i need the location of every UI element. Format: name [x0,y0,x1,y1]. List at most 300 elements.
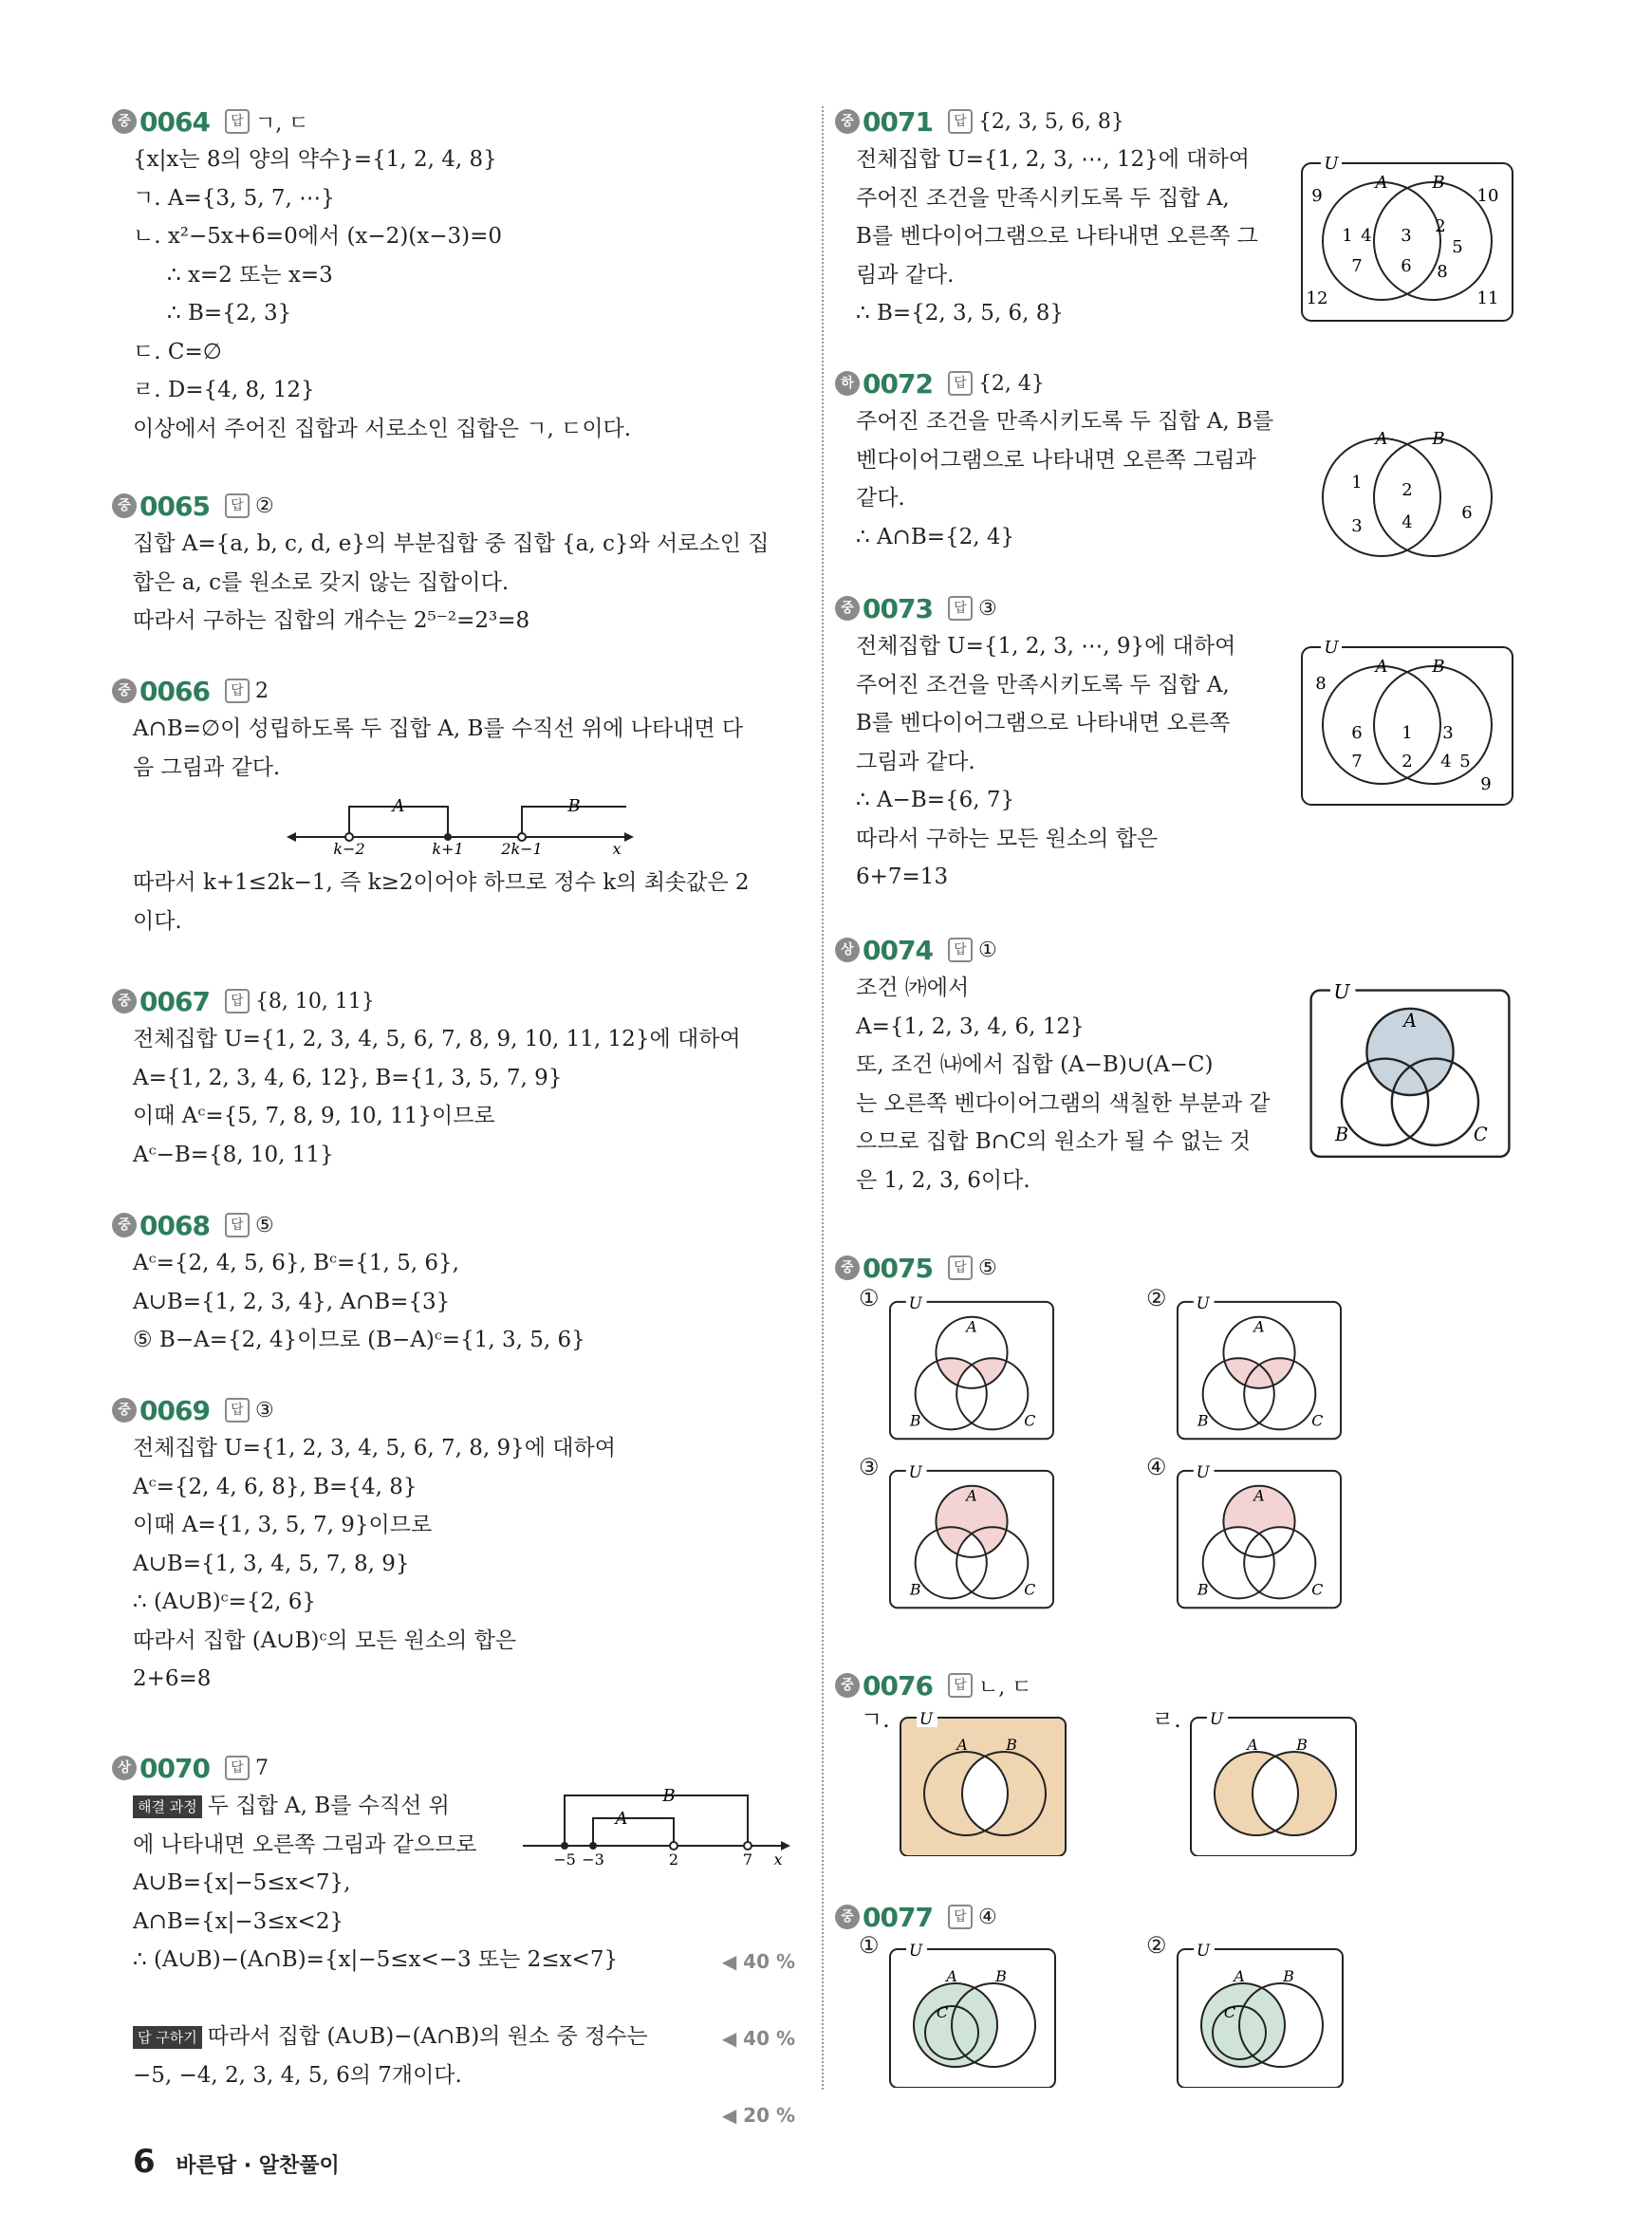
element-number: 12 [1306,288,1328,308]
tick-label: k−2 [333,840,365,854]
venn-group [1191,1710,1356,1856]
problem-number: 0070 [139,1752,210,1784]
answer-tag: 답 구하기 [133,2026,202,2049]
problem-0069 [112,1391,795,1699]
element-number: 6 [1351,723,1363,743]
axis-arrow-right [624,832,634,842]
problem-header [835,102,1537,140]
point-m3 [589,1842,597,1850]
difficulty-badge: 중 [112,989,137,1014]
solution-line [112,902,795,941]
venn-group [1311,981,1510,1157]
label-c: C [1311,1411,1324,1430]
solution-text: 집합 A={a, b, c, d, e}의 부분집합 중 집합 {a, c}와 서로소인 집 [133,531,770,556]
element-number: 1 [1342,226,1353,246]
solution-text: A={1, 2, 3, 4, 6, 12}, B={1, 3, 5, 7, 9} [133,1065,563,1090]
tick-label: −5 [553,1850,576,1869]
solution-text: A∪B={1, 3, 4, 5, 7, 8, 9} [133,1551,410,1576]
difficulty-badge: 중 [835,109,860,134]
solution-text: ∴ A−B={6, 7} [856,788,1015,812]
solution-line [112,602,795,641]
problem-0077 [835,1898,1537,1936]
solution-text: 따라서 k+1≤2k−1, 즉 k≥2이어야 하므로 정수 k의 최솟값은 2 [133,870,750,895]
label-u: U [908,1294,922,1312]
difficulty-badge: 중 [112,1398,137,1423]
solution-text: 에 나타내면 오른쪽 그림과 같으므로 [133,1832,477,1857]
label-c: C [1024,1411,1036,1430]
difficulty-badge: 중 [112,493,137,518]
solution-text: −5, −4, 2, 3, 4, 5, 6의 7개이다. [133,2062,462,2088]
solution-text: ㄴ. x²−5x+6=0에서 (x−2)(x−3)=0 [133,224,503,249]
element-number: 4 [1361,226,1372,246]
problem-0076 [835,1666,1537,1704]
solution-text: 이때 Aᶜ={5, 7, 8, 9, 10, 11}이므로 [133,1104,495,1128]
axis-arrow [781,1841,790,1850]
problem-number: 0075 [863,1252,933,1284]
label-u: U [919,1710,934,1729]
solution-line [112,1622,795,1661]
venn-0077-1 [887,1942,1058,2088]
problem-header [112,1749,795,1787]
tick-label: 2 [668,1850,679,1869]
answer-icon: 답 [225,109,250,134]
point-7 [744,1842,752,1850]
solution-text: ㄱ. A={3, 5, 7, ⋯} [133,185,335,211]
element-number: 3 [1351,516,1363,536]
answer-icon: 답 [225,493,250,518]
problem-header [112,102,795,140]
choice-1: ① [859,1285,880,1311]
tick-label: x [612,840,622,854]
solution-line [112,1244,795,1283]
element-number: 3 [1442,723,1454,743]
problem-header [835,364,1537,402]
choice-rieul: ㄹ. [1152,1706,1181,1733]
solution-line [112,294,795,333]
problem-0064 [112,102,795,448]
solution-text: 따라서 집합 (A∪B)ᶜ의 모든 원소의 합은 [133,1627,517,1653]
label-a: A [966,1317,977,1336]
solution-text: {x|x는 8의 양의 약수}={1, 2, 4, 8} [133,147,497,172]
solution-text: 전체집합 U={1, 2, 3, ⋯, 9}에 대하여 [856,634,1236,659]
answer-icon: 답 [948,938,973,962]
solution-text: 는 오른쪽 벤다이어그램의 색칠한 부분과 같 [856,1090,1271,1116]
solution-line [112,1020,795,1059]
solution-text: A={1, 2, 3, 4, 6, 12} [856,1014,1085,1039]
solution-text: ∴ B={2, 3} [167,301,292,325]
label-a: A [1375,429,1388,449]
answer-value: ③ [977,596,997,621]
solution-line [112,1903,795,1942]
solution-text: ∴ A∩B={2, 4} [856,524,1015,549]
element-number: 6 [1401,256,1412,276]
set-a-bracket [593,1818,674,1846]
answer-value: ㄱ, ㄷ [254,111,309,136]
solution-line [112,333,795,372]
venn-group [1178,1294,1341,1439]
solution-text: 조건 ㈎에서 [856,976,970,1000]
element-number: 8 [1437,262,1448,282]
solution-line [112,140,795,179]
solution-line [112,179,795,218]
problem-number: 0065 [139,490,210,522]
solution-line [112,1321,795,1360]
venn-group [890,1463,1053,1608]
solution-text: ∴ x=2 또는 x=3 [167,262,333,288]
element-number: 9 [1480,774,1492,794]
answer-value: 2 [254,679,269,703]
solution-line [112,525,795,564]
answer-icon: 답 [225,1398,250,1423]
solution-text: 벤다이어그램으로 나타내면 오른쪽 그림과 [856,447,1256,473]
label-c: C [936,2003,949,2021]
solution-line [112,2018,795,2056]
solution-text: 으므로 집합 B∩C의 원소가 될 수 없는 것 [856,1129,1252,1154]
column-divider [822,106,824,2090]
problem-number: 0073 [863,592,933,624]
page-number: 6 [133,2143,156,2181]
solution-line [112,710,795,749]
label-c: C [1223,2003,1236,2021]
label-b: B [567,796,581,816]
solution-text: 이다. [133,908,182,934]
solution-text: B를 벤다이어그램으로 나타내면 오른쪽 [856,711,1231,735]
element-number: 4 [1401,512,1413,532]
problem-header [835,1666,1537,1704]
label-b: B [1432,429,1445,449]
label-u: U [908,1463,922,1481]
solution-text: A∩B={x|−3≤x<2} [133,1908,344,1934]
answer-value: {2, 3, 5, 6, 8} [977,109,1124,134]
answer-icon: 답 [948,109,973,134]
answer-icon: 답 [225,1213,250,1237]
problem-header [112,672,795,710]
venn-group [1178,1463,1341,1608]
problem-number: 0074 [863,934,933,966]
axis-arrow-left [287,832,296,842]
solution-line [112,1660,795,1699]
label-a: A [1375,173,1388,193]
venn-0076-g [898,1710,1068,1856]
problem-number: 0071 [863,105,933,138]
score-percent: ◀ 40 % [721,2027,795,2050]
choice-3: ③ [859,1454,880,1480]
circle-b [1374,438,1492,556]
element-number: 3 [1401,226,1412,246]
solution-text: 그림과 같다. [856,749,975,774]
difficulty-badge: 중 [112,109,137,134]
answer-value: {8, 10, 11} [254,989,375,1014]
element-number: 9 [1311,186,1323,206]
score-percent: ◀ 20 % [721,2104,795,2127]
label-u: U [1209,1710,1224,1729]
solution-text: 따라서 구하는 모든 원소의 합은 [856,826,1159,851]
answer-icon: 답 [225,1756,250,1780]
label-c: C [1474,1124,1488,1145]
venn-0075-4 [1175,1463,1344,1609]
answer-value: ① [977,938,997,962]
venn-0074 [1308,981,1513,1162]
solve-tag: 해결 과정 [133,1795,202,1818]
solution-text: 따라서 집합 (A∪B)−(A∩B)의 원소 중 정수는 [207,2024,648,2049]
problem-number: 0067 [139,985,210,1017]
page-footer [133,2143,340,2181]
element-number: 6 [1461,503,1473,523]
answer-icon: 답 [948,371,973,396]
point-m5 [561,1842,568,1850]
solution-text: A∪B={x|−5≤x<7}, [133,1870,351,1895]
solution-line [112,256,795,295]
solution-line [112,564,795,603]
venn-group [900,1710,1066,1856]
solution-text: ㄷ. C=∅ [133,339,222,364]
solution-line [112,371,795,410]
solution-line [112,1097,795,1136]
difficulty-badge: 상 [112,1756,137,1780]
solution-line [112,2056,795,2095]
label-u: U [1324,154,1339,174]
problem-0065 [112,487,795,641]
problem-header [112,982,795,1020]
label-a: A [946,1967,957,1985]
solution-text: ㄹ. D={4, 8, 12} [133,378,315,402]
label-a: A [966,1486,977,1505]
solution-text: 음 그림과 같다. [133,754,281,780]
problem-0075 [835,1249,1537,1287]
label-a: A [1403,1010,1417,1032]
label-u: U [1333,981,1350,1003]
solution-text: 이상에서 주어진 집합과 서로소인 집합은 ㄱ, ㄷ이다. [133,416,632,441]
problem-header [835,589,1537,627]
solution-line [112,864,795,902]
solution-line [112,1583,795,1622]
venn-0075-2 [1175,1294,1344,1441]
difficulty-badge: 중 [835,1673,860,1698]
label-b: B [1006,1736,1017,1754]
label-u: U [1196,1463,1210,1481]
tick-label: 2k−1 [501,840,543,854]
difficulty-badge: 중 [835,1905,860,1929]
problem-header [112,1206,795,1244]
label-b: B [1197,1580,1209,1599]
problem-number: 0077 [863,1901,933,1933]
problem-header [835,1249,1537,1287]
solution-text: ⑤ B−A={2, 4}이므로 (B−A)ᶜ={1, 3, 5, 6} [133,1328,585,1352]
element-number: 8 [1315,674,1327,694]
choice-2: ② [1146,1932,1167,1959]
difficulty-badge: 상 [835,938,860,962]
element-number: 2 [1401,480,1413,500]
venn-0075-1 [887,1294,1056,1441]
venn-group [890,1294,1053,1439]
label-u: U [908,1942,923,1961]
label-a: A [615,1809,628,1829]
answer-value: ② [254,493,274,518]
label-b: B [1334,1124,1349,1145]
solution-line [112,1429,795,1468]
choice-giyeok: ㄱ. [861,1706,890,1733]
label-u: U [1324,638,1339,658]
difficulty-badge: 중 [835,596,860,621]
problem-number: 0064 [139,105,210,138]
number-line-0070 [517,1784,792,1869]
problem-0068 [112,1206,795,1360]
label-b: B [1283,1967,1294,1985]
answer-value: ㄴ, ㄷ [977,1675,1032,1700]
answer-icon: 답 [948,596,973,621]
label-a: A [1234,1967,1245,1985]
choice-2: ② [1146,1285,1167,1311]
solution-text: Aᶜ={2, 4, 6, 8}, B={4, 8} [133,1474,418,1499]
problem-number: 0072 [863,367,933,400]
circle-a [1323,438,1440,556]
element-number: 7 [1351,256,1363,276]
choice-1: ① [859,1932,880,1959]
solution-text: 은 1, 2, 3, 6이다. [856,1167,1030,1193]
problem-header [112,487,795,525]
solution-line [112,1136,795,1175]
difficulty-badge: 중 [112,679,137,703]
label-a: A [392,796,405,816]
answer-value: {2, 4} [977,371,1045,396]
solution-line [112,1283,795,1322]
number-line-0066 [285,778,636,854]
venn-venn71 [1298,154,1516,325]
tick-label: 7 [742,1850,753,1869]
answer-value: ④ [977,1905,997,1929]
difficulty-badge: 중 [112,1213,137,1237]
venn-0075-3 [887,1463,1056,1609]
solution-line [835,820,1537,859]
label-a: A [1253,1317,1265,1336]
difficulty-badge: 하 [835,371,860,396]
element-number: 1 [1351,473,1363,493]
solution-line [112,410,795,449]
solution-line [112,1468,795,1507]
tick-label: x [773,1850,783,1869]
solution-line [112,1059,795,1098]
label-b: B [662,1786,676,1806]
choice-4: ④ [1146,1454,1167,1480]
venn-group [890,1942,1055,2088]
difficulty-badge: 중 [835,1255,860,1280]
solution-line [112,1941,795,1980]
label-a: A [1375,657,1388,677]
label-b: B [909,1580,921,1599]
solution-line [112,1506,795,1545]
element-number: 10 [1476,186,1499,206]
element-number: 11 [1476,288,1499,308]
solution-text: ∴ B={2, 3, 5, 6, 8} [856,301,1065,325]
answer-value: ③ [254,1398,274,1423]
solution-line [112,217,795,256]
answer-icon: 답 [225,989,250,1014]
solution-text: 주어진 조건을 만족시키도록 두 집합 A, [856,185,1230,211]
book-title: 바른답 · 알찬풀이 [176,2154,340,2178]
tick-label: −3 [582,1850,604,1869]
tick-label: k+1 [432,840,464,854]
element-number: 5 [1452,237,1463,257]
label-b: B [1432,657,1445,677]
solution-text: 이때 A={1, 3, 5, 7, 9}이므로 [133,1513,433,1537]
solution-text: ∴ (A∪B)ᶜ={2, 6} [133,1590,317,1614]
label-u: U [1196,1294,1210,1312]
score-percent: ◀ 40 % [721,1950,795,1973]
problem-0067 [112,982,795,1174]
label-c: C [1024,1580,1036,1599]
element-number: 1 [1401,723,1413,743]
problem-number: 0066 [139,675,210,707]
label-a: A [1247,1736,1258,1754]
element-number: 2 [1435,216,1446,236]
solution-text: 같다. [856,486,905,511]
label-u: U [1196,1942,1211,1961]
solution-text: 합은 a, c를 원소로 갖지 않는 집합이다. [133,569,510,595]
solution-text: A∩B=∅이 성립하도록 두 집합 A, B를 수직선 위에 나타내면 다 [133,716,744,741]
solution-text: 전체집합 U={1, 2, 3, 4, 5, 6, 7, 8, 9, 10, 11, 12}에 대하여 [133,1027,741,1051]
solution-text: 림과 같다. [856,262,955,288]
label-b: B [909,1411,921,1430]
solution-text: 2+6=8 [133,1666,212,1691]
problem-number: 0076 [863,1669,933,1702]
answer-icon: 답 [948,1673,973,1698]
answer-value: 7 [254,1756,269,1780]
answer-value: ⑤ [254,1213,274,1237]
solution-text: ∴ (A∪B)−(A∩B)={x|−5≤x<−3 또는 2≤x<7} [133,1947,619,1972]
venn-venn73 [1298,638,1516,809]
solution-line [112,1545,795,1584]
solution-text: 주어진 조건을 만족시키도록 두 집합 A, [856,672,1230,697]
label-b: B [1296,1736,1308,1754]
problem-number: 0068 [139,1209,210,1241]
solution-line [112,1864,795,1903]
solution-text: Aᶜ−B={8, 10, 11} [133,1142,334,1167]
venn-venn72 [1298,410,1516,581]
solution-text: 또, 조건 ㈏에서 집합 (A−B)∪(A−C) [856,1052,1214,1077]
solution-text: B를 벤다이어그램으로 나타내면 오른쪽 그 [856,224,1258,249]
venn-0076-r [1188,1710,1359,1856]
set-b-bracket [565,1795,748,1846]
point-2 [670,1842,678,1850]
label-b: B [995,1967,1007,1985]
venn-0077-2 [1175,1942,1346,2088]
element-number: 7 [1351,752,1363,772]
solution-line [835,1162,1537,1200]
solution-text: 주어진 조건을 만족시키도록 두 집합 A, B를 [856,409,1274,434]
solution-text: 따라서 구하는 집합의 개수는 2⁵⁻²=2³=8 [133,608,530,633]
element-number: 4 [1440,752,1452,772]
label-b: B [1432,173,1445,193]
solution-line [112,1980,795,2018]
problem-header [835,1898,1537,1936]
label-c: C [1311,1580,1324,1599]
label-a: A [956,1736,968,1754]
solution-text: 두 집합 A, B를 수직선 위 [207,1794,450,1818]
element-number: 5 [1459,752,1471,772]
solution-text: 6+7=13 [856,865,949,889]
solution-text: A∪B={1, 2, 3, 4}, A∩B={3} [133,1289,451,1314]
problem-header [112,1391,795,1429]
answer-icon: 답 [225,679,250,703]
solution-line [835,858,1537,897]
label-b: B [1197,1411,1209,1430]
answer-icon: 답 [948,1905,973,1929]
solution-text: Aᶜ={2, 4, 5, 6}, Bᶜ={1, 5, 6}, [133,1251,459,1275]
solution-text: 전체집합 U={1, 2, 3, ⋯, 12}에 대하여 [856,147,1250,172]
problem-header [835,931,1537,969]
problem-number: 0069 [139,1394,210,1426]
element-number: 2 [1401,752,1413,772]
